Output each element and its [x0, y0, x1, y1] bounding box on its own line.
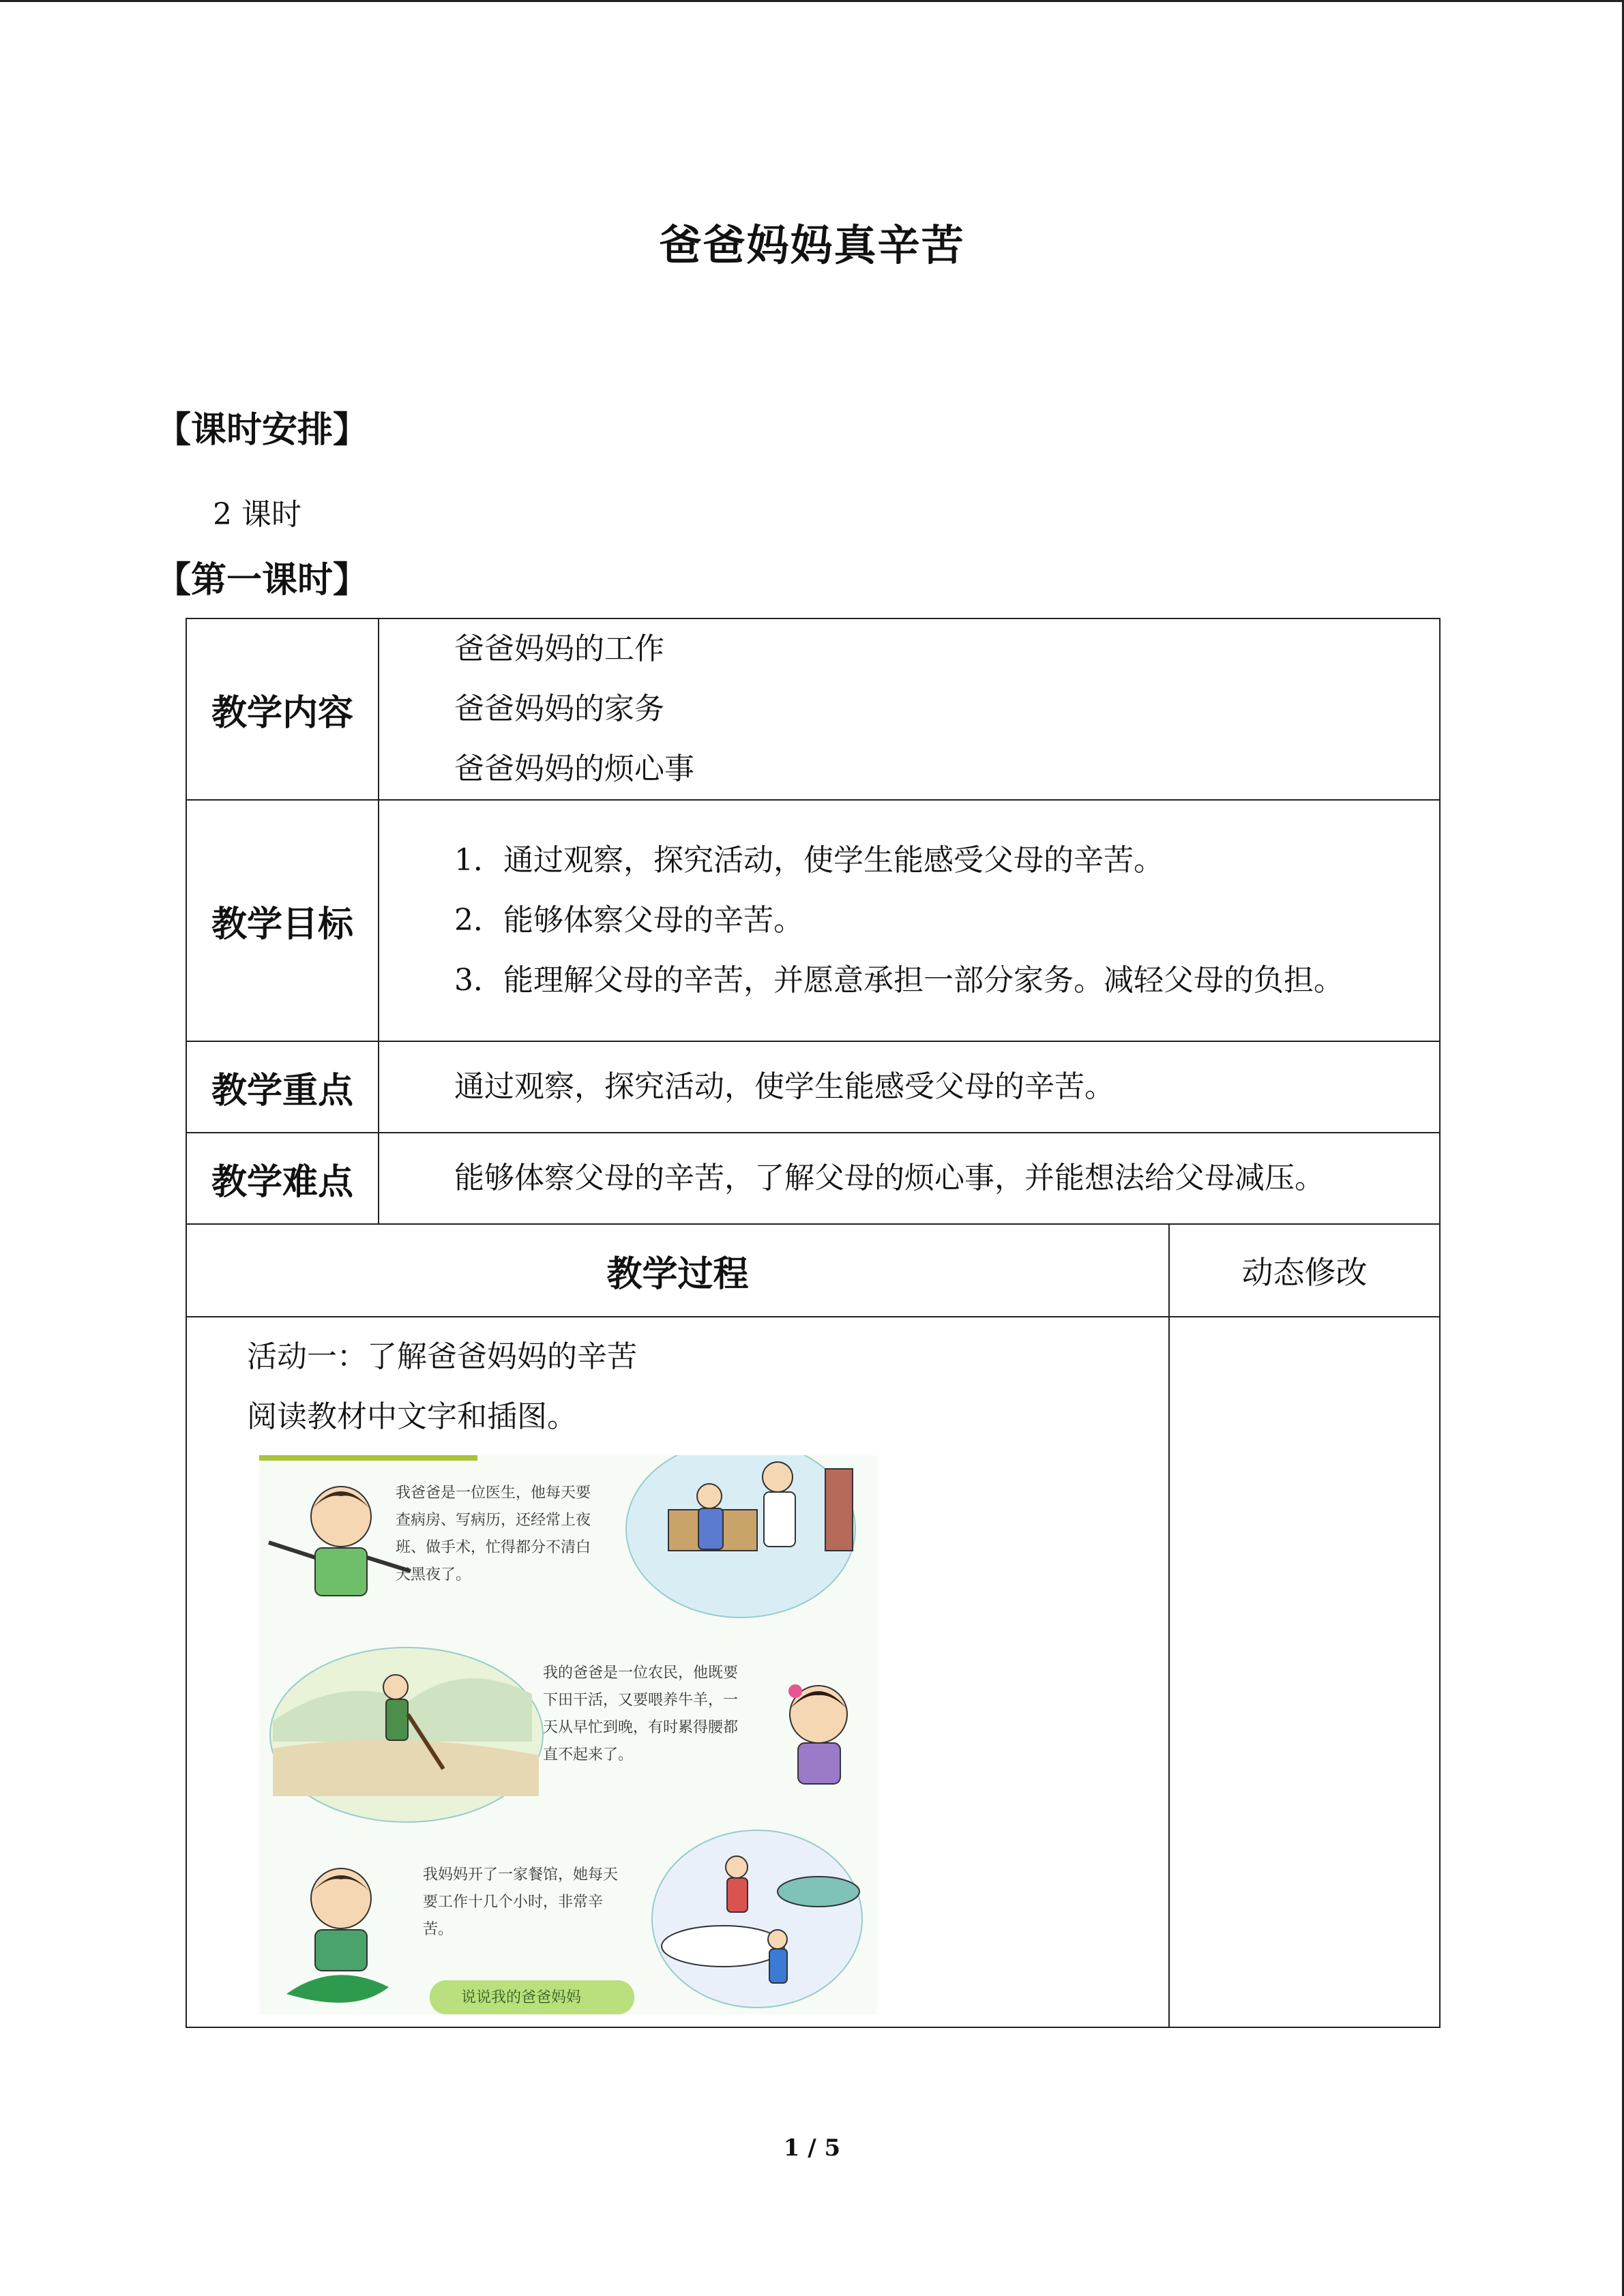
row-activity	[186, 1317, 1440, 2027]
girl-figure	[788, 1684, 847, 1784]
goal-line: 1．通过观察，探究活动，使学生能感受父母的辛苦。	[454, 843, 1164, 878]
boy-figure-2	[311, 1868, 371, 1971]
activity-cell	[186, 1317, 1169, 2027]
modify-header: 动态修改	[1169, 1224, 1440, 1317]
section-lesson1-heading: 【第一课时】	[156, 560, 369, 601]
section-schedule-heading: 【课时安排】	[156, 410, 369, 451]
panel2-text: 我的爸爸是一位农民，他既要下田干活，又要喂养牛羊，一天从早忙到晚，有时累得腰都直不起来了。	[543, 1665, 739, 1763]
label-difficulty: 教学难点	[186, 1133, 379, 1224]
content-line: 爸爸妈妈的工作	[454, 631, 664, 666]
content-cell	[379, 618, 1440, 800]
goal-line: 3．能理解父母的辛苦，并愿意承担一部分家务。减轻父母的负担。	[454, 963, 1344, 998]
activity-instruction: 阅读教材中文字和插图。	[247, 1399, 577, 1434]
row-goals	[186, 800, 1440, 1041]
illustration-caption: 说说我的爸爸妈妈	[461, 1989, 582, 2006]
panel3-text: 我妈妈开了一家餐馆，她每天要工作十几个小时，非常辛苦。	[423, 1866, 619, 1938]
textbook-illustration	[259, 1455, 877, 2014]
label-key-point: 教学重点	[186, 1041, 379, 1133]
row-difficulty	[186, 1133, 1440, 1224]
activity-title: 活动一：了解爸爸妈妈的辛苦	[247, 1339, 637, 1374]
row-content	[186, 618, 1440, 800]
key-point-cell	[379, 1041, 1440, 1133]
panel1-text: 我爸爸是一位医生，他每天要查病房、写病历，还经常上夜班、做手术，忙得都分不清白天黑夜了。	[396, 1485, 591, 1583]
content-line: 爸爸妈妈的家务	[454, 691, 664, 726]
row-key-point	[186, 1041, 1440, 1133]
label-content: 教学内容	[186, 618, 379, 800]
row-process-header	[186, 1224, 1440, 1317]
page-border-top	[0, 0, 1624, 2]
lesson-hours: 2 课时	[213, 497, 301, 532]
key-point-text: 通过观察，探究活动，使学生能感受父母的辛苦。	[454, 1069, 1114, 1104]
process-header: 教学过程	[186, 1224, 1169, 1317]
content-line: 爸爸妈妈的烦心事	[454, 751, 694, 786]
goal-line: 2．能够体察父母的辛苦。	[454, 903, 803, 938]
page-number: 1 / 5	[783, 2134, 841, 2162]
document-title: 爸爸妈妈真辛苦	[659, 220, 965, 270]
restaurant-scene	[652, 1830, 862, 2008]
lesson-plan-table	[186, 618, 1441, 2028]
difficulty-cell	[379, 1133, 1440, 1224]
modify-cell	[1169, 1317, 1440, 2027]
goals-cell	[379, 800, 1440, 1041]
difficulty-text: 能够体察父母的辛苦，了解父母的烦心事，并能想法给父母减压。	[454, 1161, 1325, 1195]
boy-figure-1	[269, 1487, 411, 1596]
label-goals: 教学目标	[186, 800, 379, 1041]
